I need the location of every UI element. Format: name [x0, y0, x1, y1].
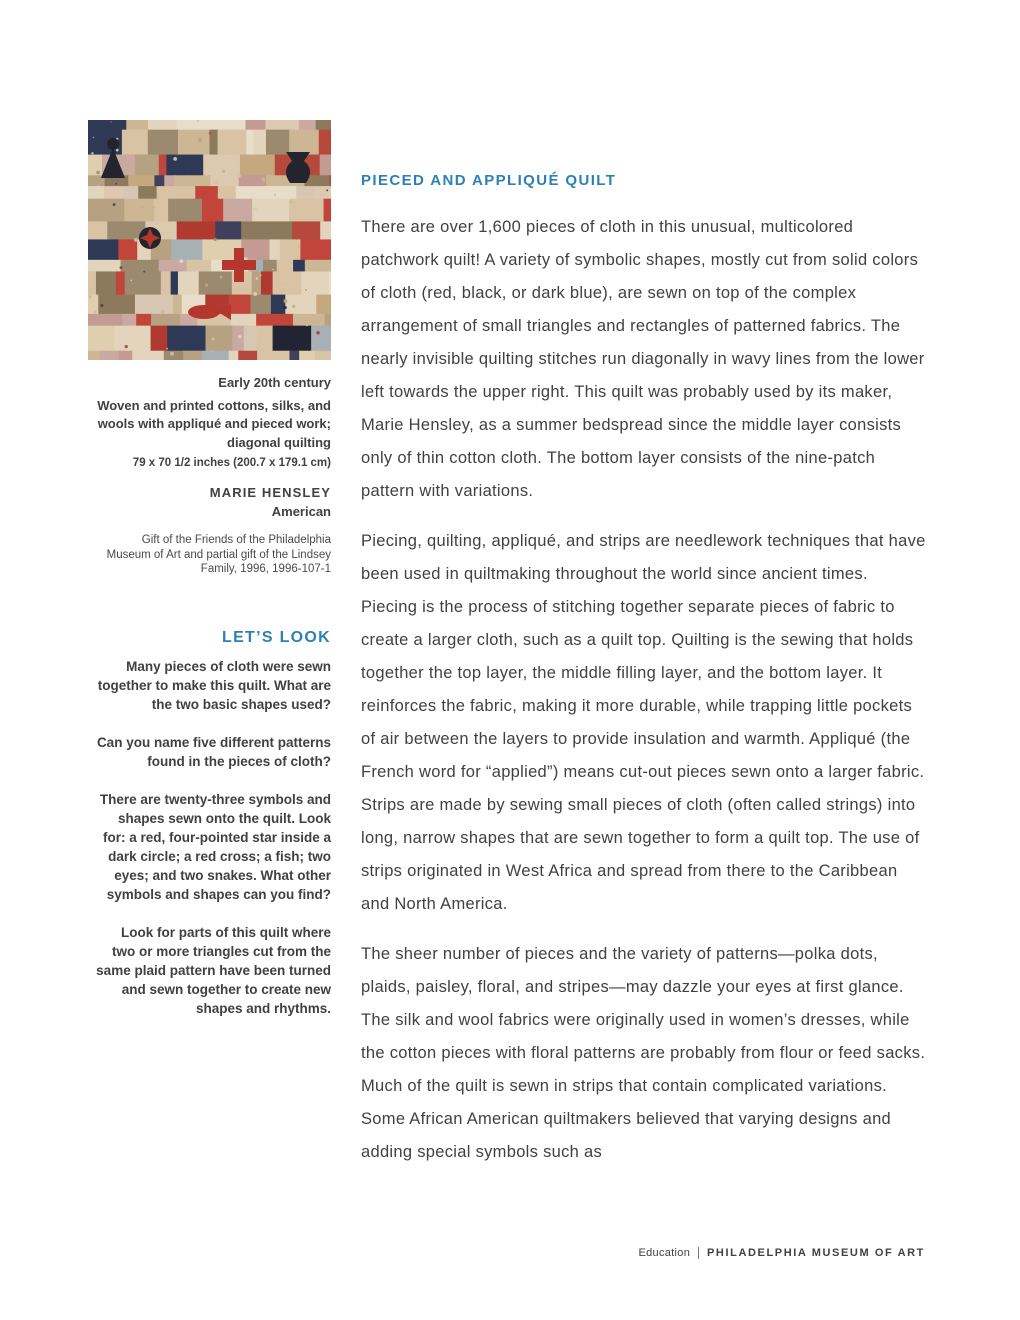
body-paragraph: There are over 1,600 pieces of cloth in this unusual, multicolored patchwork quilt! A variety of symbolic shapes, mostly cut from solid colors of cloth (red, black, or dark blue), are sewn on top of the complex arrangement of small triangles and rectangles of patterned fabrics. The nearly invisible quilting stitches run diagonally in wavy lines from the lower left towards the upper right. This quilt was probably used by its maker, Marie Hensley, as a summer bedspread since the middle layer consists only of thin cotton cloth. The bottom layer consists of the nine-patch pattern with variations.: [361, 218, 925, 500]
caption-column: [96, 374, 331, 1037]
lets-look-question: There are twenty-three symbols and shapes sewn onto the quilt. Look for: a red, four-pointed star inside a dark circle; a red cross; a fish; two eyes; and two snakes. What other symbols and shapes can you find?: [99, 791, 331, 902]
lets-look-question: Look for parts of this quilt where two or more triangles cut from the same plaid pattern have been turned and sewn together to create new shapes and rhythms.: [96, 924, 331, 1016]
article-title: PIECED AND APPLIQUÉ QUILT: [361, 172, 617, 189]
body-paragraph: The sheer number of pieces and the variety of patterns—polka dots, plaids, paisley, floral, and stripes—may dazzle your eyes at first glance. The silk and wool fabrics were originally used in women’s dresses, while the cotton pieces with floral patterns are probably from flour or feed sacks. Much of the quilt is sewn in strips that contain complicated variations. Some African American quiltmakers believed that varying designs and adding special symbols such as: [361, 945, 926, 1161]
footer-museum-name: PHILADELPHIA MUSEUM OF ART: [706, 1247, 925, 1259]
body-paragraph: Piecing, quilting, appliqué, and strips are needlework techniques that have been used in quiltmaking throughout the world since ancient times. Piecing is the process of stitching together separate pieces of fabric to create a larger cloth, such as a quilt top. Quilting is the sewing that holds together the top layer, the middle filling layer, and the bottom layer. It reinforces the fabric, making it more durable, while trapping little pockets of air between the layers to provide insulation and warmth. Appliqué (the French word for “applied”) means cut-out pieces sewn onto a larger fabric. Strips are made by sewing small pieces of cloth (often called strings) into long, narrow shapes that are sewn together to form a quilt top. The use of strips originated in West Africa and spread from there to the Caribbean and North America.: [361, 532, 926, 913]
lets-look-question: Many pieces of cloth were sewn together to make this quilt. What are the two basic shapes used?: [97, 658, 331, 712]
artwork-artist: MARIE HENSLEY: [209, 485, 331, 500]
artwork-nationality: American: [271, 503, 331, 519]
lets-look-section: [96, 629, 331, 1018]
artwork-medium: Woven and printed cottons, silks, and wools with appliqué and pieced work; diagonal quilting: [97, 397, 331, 450]
footer-separator: |: [697, 1245, 700, 1261]
main-column: [361, 172, 927, 1186]
artwork-dimensions: 79 x 70 1/2 inches (200.7 x 179.1 cm): [132, 457, 331, 469]
lets-look-heading: LET’S LOOK: [222, 628, 331, 646]
page-footer: [638, 1247, 925, 1259]
artwork-caption: [96, 374, 331, 577]
artwork-credit: Gift of the Friends of the Philadelphia Museum of Art and partial gift of the Lindsey Family, 1996, 1996-107-1: [106, 534, 331, 575]
artwork-date: Early 20th century: [218, 375, 331, 390]
lets-look-question: Can you name five different patterns found in the pieces of cloth?: [96, 734, 331, 769]
quilt-artwork-image: [88, 120, 331, 360]
footer-education-label: Education: [638, 1247, 691, 1259]
